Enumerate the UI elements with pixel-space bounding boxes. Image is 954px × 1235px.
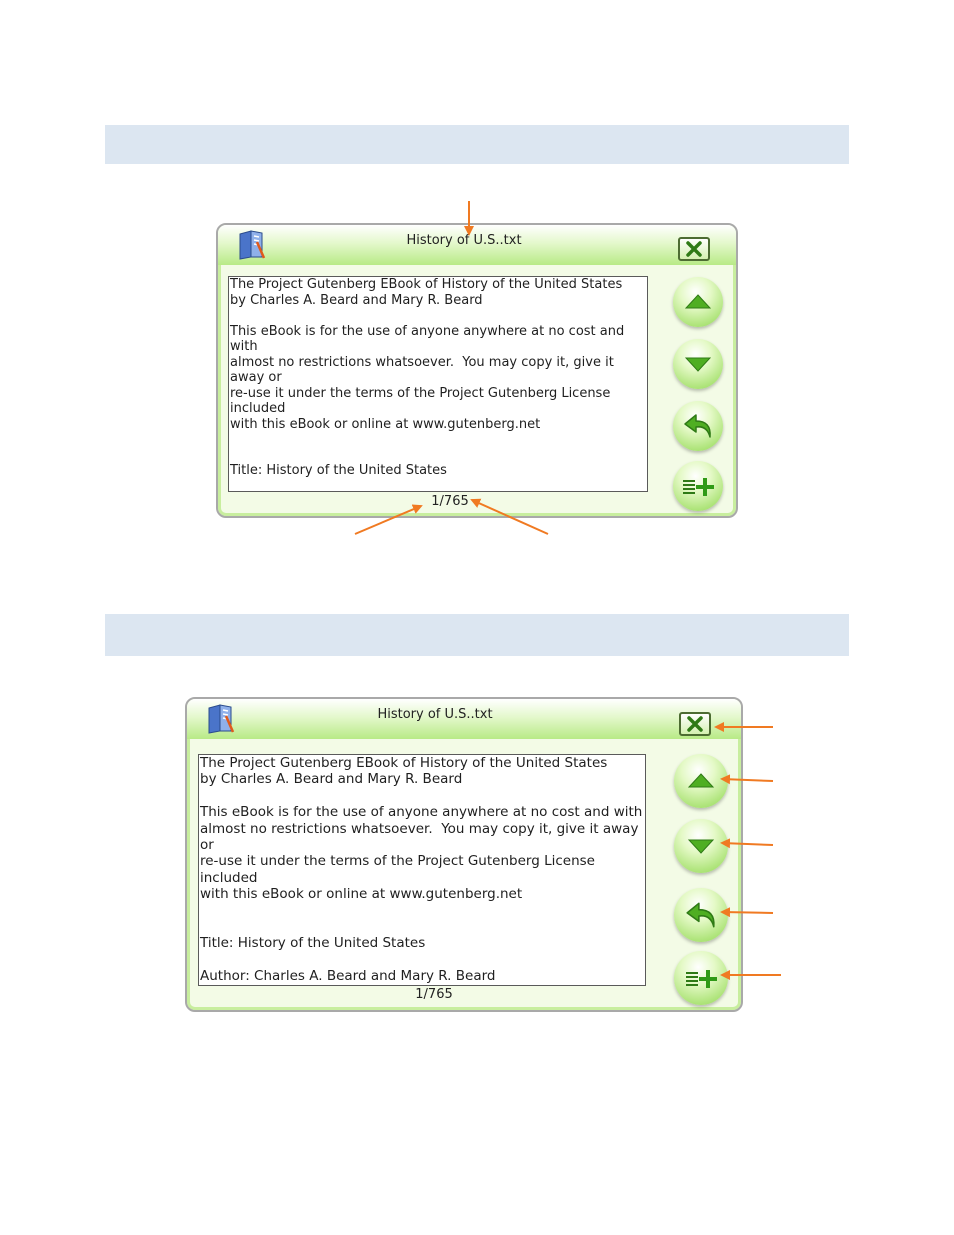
add-bookmark-icon bbox=[683, 967, 719, 989]
window-title: History of U.S..txt bbox=[377, 707, 493, 722]
page-down-button[interactable] bbox=[674, 819, 728, 873]
close-icon bbox=[686, 716, 704, 732]
window-title: History of U.S..txt bbox=[406, 233, 522, 248]
page-up-icon bbox=[687, 773, 715, 789]
document-text: The Project Gutenberg EBook of History of the United States by Charles A. Beard and Mary R. Beard This eBook is for the use of anyone anywhere at no cost and with almost no restrictions whatsoever. You may copy it, give it away or re-use it under the terms of the Project Gutenberg License included with this eBook or online at www.gutenberg.net Title: History of the United States bbox=[230, 277, 625, 478]
back-button[interactable] bbox=[674, 888, 728, 942]
back-icon bbox=[682, 412, 714, 440]
close-icon bbox=[685, 241, 703, 257]
text-viewer-window-1 bbox=[216, 223, 738, 518]
close-button[interactable] bbox=[679, 712, 711, 736]
document-text-area[interactable] bbox=[228, 276, 648, 492]
back-button[interactable] bbox=[673, 401, 723, 451]
text-viewer-window-2 bbox=[185, 697, 743, 1012]
title-bar bbox=[218, 225, 736, 265]
add-bookmark-button[interactable] bbox=[674, 951, 728, 1005]
title-bar bbox=[187, 699, 741, 739]
section-header-band-2 bbox=[105, 614, 849, 656]
document-text: The Project Gutenberg EBook of History of the United States by Charles A. Beard and Mary R. Beard This eBook is for the use of anyone anywhere at no cost and with almost no restrictions whatsoever. You may copy it, give it away or re-use it under the terms of the Project Gutenberg License included with this eBook or online at www.gutenberg.net Title: History of the United States Author: Charles A. Beard and Mary R. Beard bbox=[200, 755, 643, 985]
add-bookmark-icon bbox=[681, 475, 715, 497]
section-header-band-1 bbox=[105, 125, 849, 164]
back-icon bbox=[684, 900, 718, 930]
page-down-icon bbox=[687, 838, 715, 854]
document-text-area[interactable] bbox=[198, 754, 646, 986]
page-up-button[interactable] bbox=[674, 754, 728, 808]
book-app-icon bbox=[235, 228, 267, 260]
book-app-icon bbox=[204, 702, 236, 734]
page-up-icon bbox=[685, 294, 711, 310]
add-bookmark-button[interactable] bbox=[673, 461, 723, 511]
page-down-button[interactable] bbox=[673, 339, 723, 389]
close-button[interactable] bbox=[678, 237, 710, 261]
page-down-icon bbox=[685, 356, 711, 372]
page-up-button[interactable] bbox=[673, 277, 723, 327]
page-indicator: 1/765 bbox=[415, 987, 453, 1002]
page-indicator: 1/765 bbox=[431, 494, 469, 509]
